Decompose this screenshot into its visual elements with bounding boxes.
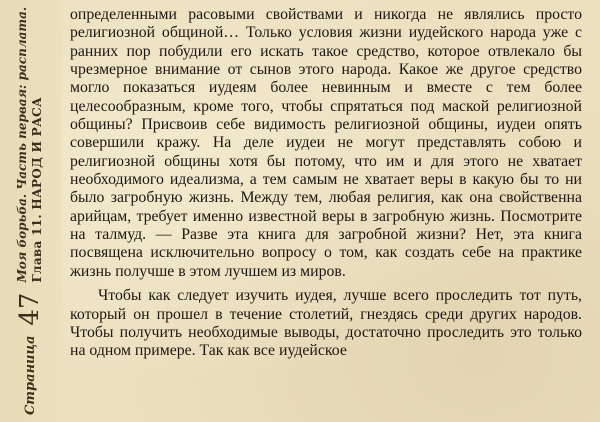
paragraph: Чтобы как следует изучить иудея, лучше всего проследить тот путь, который он прошел в течение столетий, гнездясь среди других народов. Чтобы получить необходимые выводы, достаточно проследить это только на одном примере. Так как все иудейское xyxy=(70,287,582,360)
body-text xyxy=(70,6,582,361)
page-label: Страница xyxy=(22,335,38,416)
chapter-title: Глава 11. НАРОД И РАСА xyxy=(30,96,44,283)
page-number: 47 xyxy=(15,292,45,326)
header-titles xyxy=(15,7,45,283)
running-header xyxy=(3,6,57,416)
book-title: Моя борьба. Часть первая: расплата. xyxy=(15,6,29,283)
paragraph: определенными расовыми свойствами и никогда не являлись просто религиозной общиной… Только условия жизни иудейского народа уже с ранних пор побудили его искать такое средство, которое отвлекало бы чрезмерное внимание от сынов этого народа. Какое же другое средство могло показаться иудеям более невинным и вместе с тем более целесообразным, кроме того, чтобы спрятаться под маской религиозной общины? Присвоив себе видимость религиозной общины, иудеи опять совершили кражу. На деле иудеи не могут представлять собою и религиозной общины хотя бы потому, что им и для этого не хватает необходимого идеализма, а тем самым не хватает веры в какую бы то ни было загробную жизнь. Между тем, любая религия, как она свойственна арийцам, требует именно известной веры в загробную жизнь. Посмотрите на талмуд. — Разве эта книга для загробной жизни? Нет, эта книга посвящена исключительно вопросу о том, как создать себе на практике жизнь получше в этом лучшем из миров. xyxy=(70,6,582,280)
